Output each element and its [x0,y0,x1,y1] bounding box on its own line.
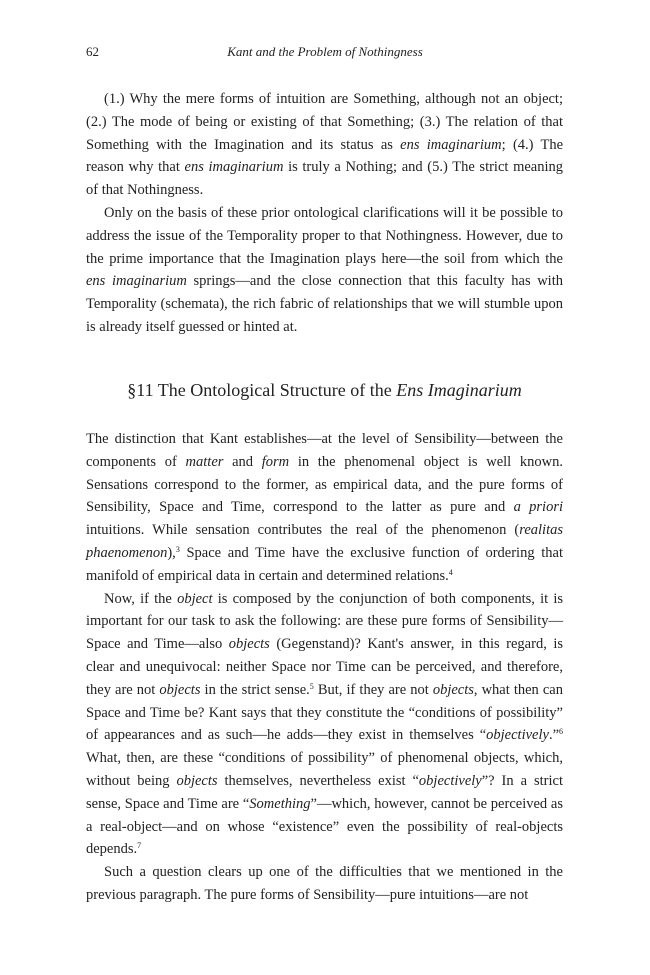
paragraph-objects: Now, if the object is composed by the conjunction of both components, it is important for our task to ask the following: are these pure forms of Sensibility—Space and Time—also objects (Gegenstand)? Kant's answer, in this regard, is clear and unequivocal: neither Space nor Time can be perceived, and therefore, they are not objects in the strict sense.$^5$ But, if they are not objects, what then can Space and Time be? Kant says that they constitute the “conditions of possibility” of appearances and as such—he adds—they exist in themselves “objectively.”$^6$ What, then, are these “conditions of possibility” of phenomenal objects, which, without being objects themselves, nevertheless exist “objectively”? In a strict sense, Space and Time are “Something”—which, however, cannot be perceived as a real-object—and on whose “existence” even the possibility of real-objects depends.$^7$ [86,590,564,858]
paragraph-clarifications: Only on the basis of these prior ontological clarifications will it be possible to address the issue of the Temporality proper to that Nothingness. However, due to the prime importance that the Imagination plays here—the soil from which the ens imaginarium springs—and the close connection that this faculty has with Temporality (schemata), the rich fabric of relationships that we will stumble upon is already itself guessed or hinted at. [86,204,563,335]
footnote-ref: 7 [137,841,142,851]
running-head [86,44,564,64]
paragraph-question: Such a question clears up one of the difficulties that we mentioned in the previous paragraph. The pure forms of Sensibility—pure intuitions—are not [86,864,563,903]
text-block-section [86,428,563,907]
footnote-ref: 4 [448,567,453,577]
page-number: 62 [86,44,99,59]
footnote-ref: 6 [559,727,563,737]
footnote-ref: 3 [175,544,180,554]
section-heading: §11 The Ontological Structure of the Ens Imaginarium [127,380,522,400]
running-title: Kant and the Problem of Nothingness [227,44,423,59]
text-block-intro [86,88,563,339]
paragraph-enumeration: (1.) Why the mere forms of intuition are Something, although not an object; (2.) The mode of being or existing of that Something; (3.) The relation of that Something with the Imagination and its status as ens imaginarium; (4.) The reason why that ens imaginarium is truly a Nothing; and (5.) The strict meaning of that Nothingness. [86,91,564,199]
footnote-ref: 5 [309,681,314,691]
paragraph-matter-form: The distinction that Kant establishes—at the level of Sensibility—between the components of matter and form in the phenomenal object is well known. Sensations correspond to the former, as empirical data, and the pure forms of Sensibility, Space and Time, correspond to the latter as pure and a priori intuitions. While sensation contributes the real of the phenomenon (realitas phaenomenon),$^3$ Space and Time have the exclusive function of ordering that manifold of empirical data in certain and determined relations.$^4$ [86,431,564,584]
